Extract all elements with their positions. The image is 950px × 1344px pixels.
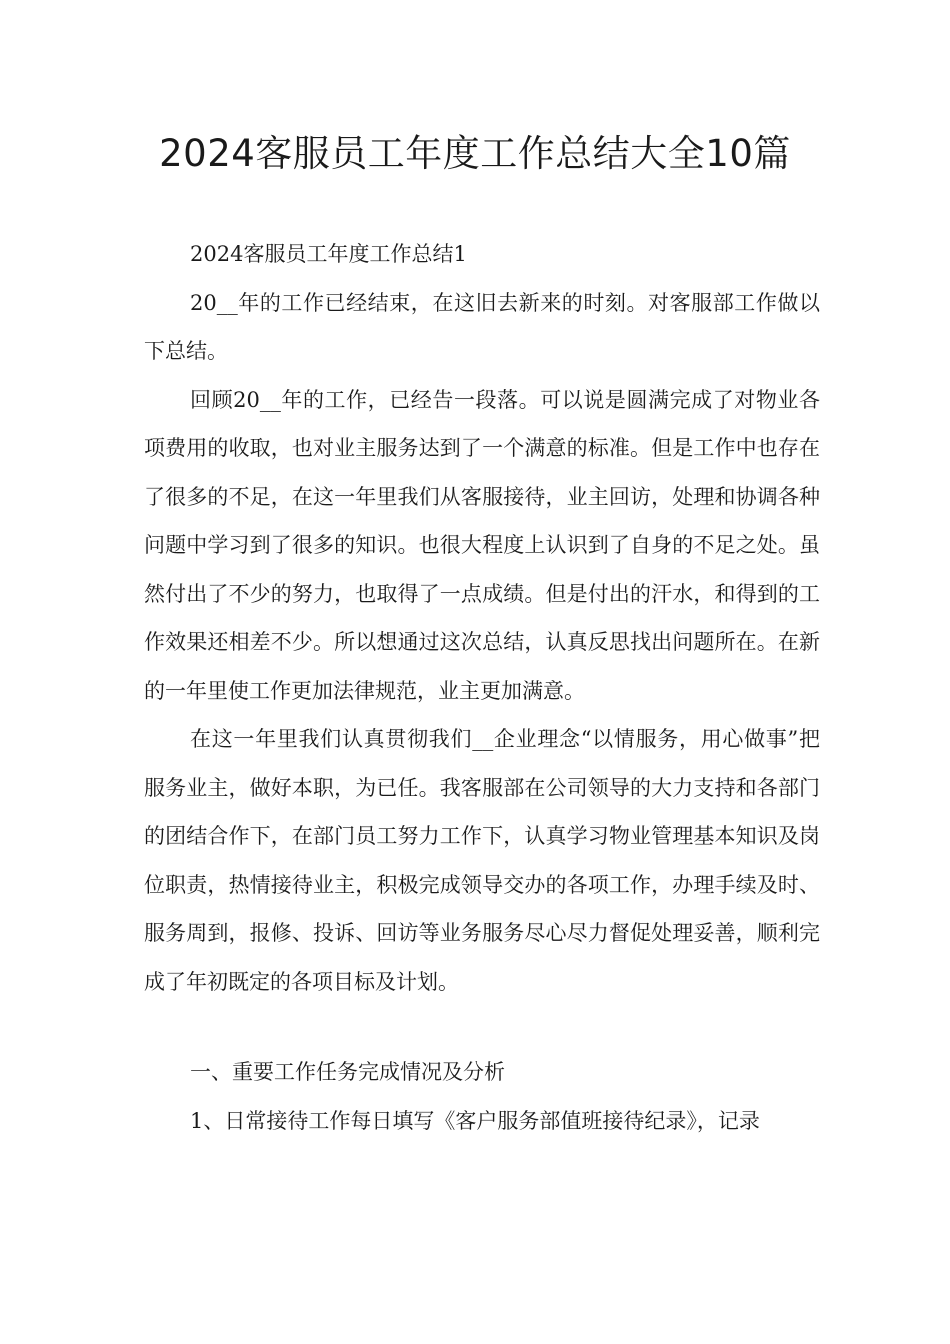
philosophy-paragraph: 在这一年里我们认真贯彻我们__企业理念“以情服务，用心做事”把服务业主，做好本职，为已任。我客服部在公司领导的大力支持和各部门的团结合作下，在部门员工努力工作下，认真学习物业管理基本知识及岗位职责，热情接待业主，积极完成领导交办的各项工作，办理手续及时、服务周到，报修、投诉、回访等业务服务尽心尽力督促处理妥善，顺利完成了年初既定的各项目标及计划。 — [144, 727, 820, 994]
section-heading: 一、重要工作任务完成情况及分析 — [190, 1060, 505, 1084]
list-item: 1、日常接待工作每日填写《客户服务部值班接待纪录》，记录 — [190, 1108, 760, 1133]
subtitle-paragraph: 2024客服员工年度工作总结1 — [190, 242, 467, 266]
document-title: 2024客服员工年度工作总结大全10篇 — [159, 132, 791, 175]
review-paragraph: 回顾20__年的工作，已经告一段落。可以说是圆满完成了对物业各项费用的收取，也对业主服务达到了一个满意的标准。但是工作中也存在了很多的不足，在这一年里我们从客服接待，业主回访，处理和协调各种问题中学习到了很多的知识。也很大程度上认识到了自身的不足之处。虽然付出了不少的努力，也取得了一点成绩。但是付出的汗水，和得到的工作效果还相差不少。所以想通过这次总结，认真反思找出问题所在。在新的一年里使工作更加法律规范，业主更加满意。 — [144, 387, 820, 703]
document-body — [144, 230, 820, 1145]
intro-paragraph: 20__年的工作已经结束，在这旧去新来的时刻。对客服部工作做以下总结。 — [144, 290, 820, 363]
section-gap — [144, 1006, 820, 1048]
